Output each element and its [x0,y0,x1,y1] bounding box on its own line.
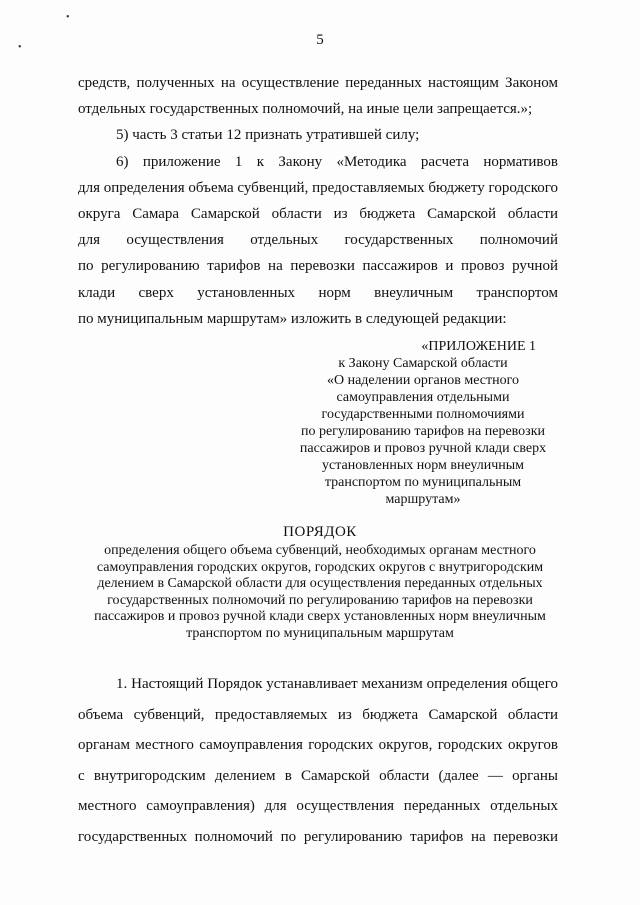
appendix-line: пассажиров и провоз ручной клади сверх [299,441,547,456]
text-line: 1. Настоящий Порядок устанавливает механизм определения общего [116,676,558,692]
text-line: по регулированию тарифов на перевозки пассажиров и провоз ручной [78,258,558,275]
text-line: для определения объема субвенций, предоставляемых бюджету городского [78,179,558,196]
subtitle-line: определения общего объема субвенций, необходимых органам местного [104,543,536,558]
appendix-line: самоуправления отдельными [336,390,510,405]
appendix-header [288,338,558,508]
subtitle-line: транспортом по муниципальным маршрутам [186,625,454,641]
text-line: округа Самара Самарской области из бюджета Самарской области [78,206,558,222]
subtitle-line: делением в Самарской области для осуществления переданных отдельных [97,576,543,592]
text-line: объема субвенций, предоставляемых из бюджета Самарской области [78,706,558,723]
section-title: ПОРЯДОК [283,524,357,540]
text-line: с внутригородским делением в Самарской области (далее — органы [78,767,558,784]
text-line: 5) часть 3 статьи 12 признать утратившей силу; [116,127,420,144]
appendix-line: «О наделении органов местного [326,373,520,388]
appendix-line: государственными полномочиями [321,407,525,422]
text-line: по муниципальным маршрутам» изложить в следующей редакции: [78,310,507,327]
appendix-line: маршрутам» [385,492,461,507]
scan-mark: • [66,12,70,23]
subtitle-line: государственных полномочий по регулированию тарифов на перевозки [107,592,533,608]
appendix-label: «ПРИЛОЖЕНИЕ 1 [421,339,536,354]
scan-mark: • [18,42,22,53]
subtitle-line: самоуправления городских округов, городских округов с внутригородским [96,559,544,575]
appendix-line: по регулированию тарифов на перевозки [300,424,546,439]
text-line: органам местного самоуправления городских округов, городских округов [78,737,558,754]
page-number: 5 [316,32,324,48]
text-line: клади сверх установленных норм внеуличным транспортом [78,284,558,301]
appendix-line: к Закону Самарской области [338,356,508,371]
section-subtitle [78,543,562,643]
text-line: для осуществления отдельных государственных полномочий [78,232,558,249]
appendix-line: установленных норм внеуличным [322,458,524,473]
text-line: местного самоуправления) для осуществления переданных отдельных [78,798,558,815]
text-line: средств, полученных на осуществление переданных настоящим Законом [78,75,558,91]
subtitle-line: пассажиров и провоз ручной клади сверх установленных норм внеуличным [94,609,546,625]
text-line: государственных полномочий по регулированию тарифов на перевозки [78,829,558,845]
appendix-line: транспортом по муниципальным [324,475,522,490]
text-line: отдельных государственных полномочий, на иные цели запрещается.»; [78,101,533,118]
text-line: 6) приложение 1 к Закону «Методика расчета нормативов [116,153,558,170]
